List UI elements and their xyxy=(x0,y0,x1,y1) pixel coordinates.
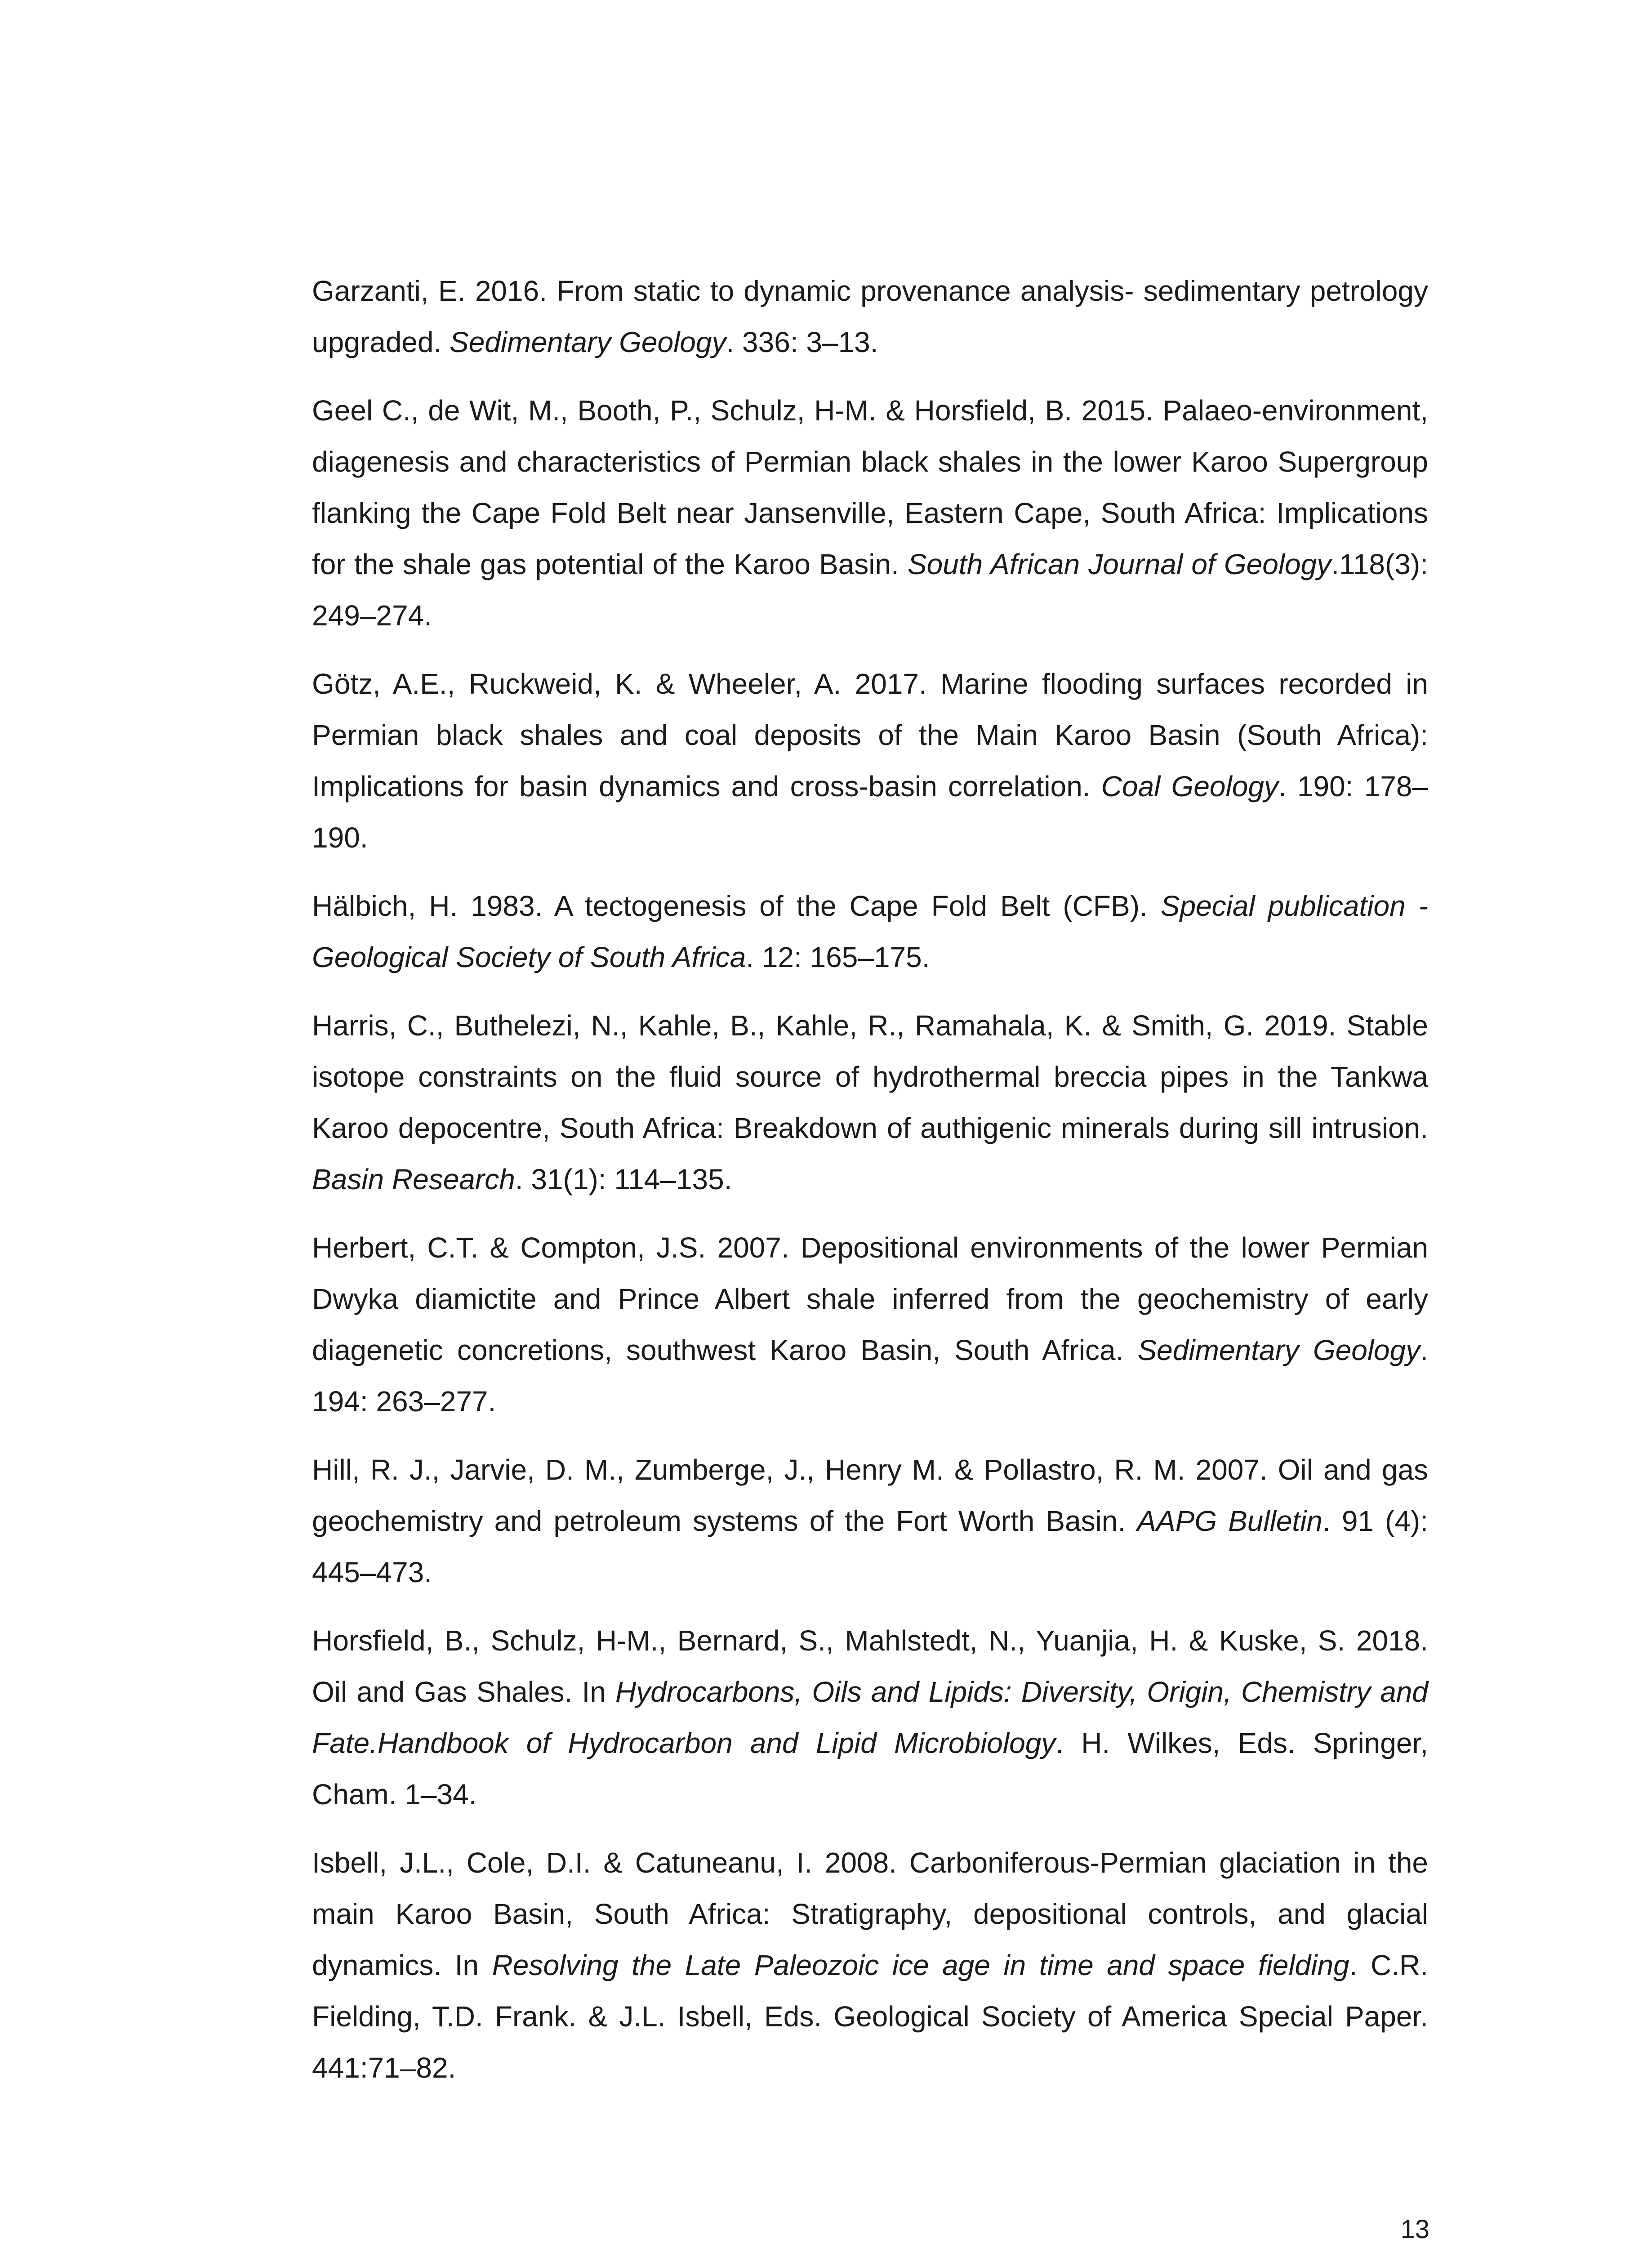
reference-entry: Hälbich, H. 1983. A tectogenesis of the Cape Fold Belt (CFB). Special publication - Geological Society of South Africa. 12: 165–175. xyxy=(312,890,1429,973)
reference-entry: Horsfield, B., Schulz, H-M., Bernard, S., Mahlstedt, N., Yuanjia, H. & Kuske, S. 2018. Oil and Gas Shales. In Hydrocarbons, Oils and Lipids: Diversity, Origin, Chemistry and Fate.Handbook of Hydrocarbon and Lipid Microbiology. H. Wilkes, Eds. Springer, Cham. 1–34. xyxy=(312,1624,1429,1811)
reference-entry: Garzanti, E. 2016. From static to dynamic provenance analysis- sedimentary petrology upgraded. Sedimentary Geology. 336: 3–13. xyxy=(312,275,1428,358)
reference-entry: Isbell, J.L., Cole, D.I. & Catuneanu, I. 2008. Carboniferous-Permian glaciation in the main Karoo Basin, South Africa: Stratigraphy, depositional controls, and glacial dynamics. In Resolving the Late Paleozoic ice age in time and space fielding. C.R. Fielding, T.D. Frank. & J.L. Isbell, Eds. Geological Society of America Special Paper. 441:71–82. xyxy=(312,1847,1429,2084)
reference-entry: Herbert, C.T. & Compton, J.S. 2007. Depositional environments of the lower Permian Dwyka diamictite and Prince Albert shale inferred from the geochemistry of early diagenetic concretions, southwest Karoo Basin, South Africa. Sedimentary Geology. 194: 263–277. xyxy=(312,1231,1429,1418)
reference-entry: Harris, C., Buthelezi, N., Kahle, B., Kahle, R., Ramahala, K. & Smith, G. 2019. Stable isotope constraints on the fluid source of hydrothermal breccia pipes in the Tankwa Karoo depocentre, South Africa: Breakdown of authigenic minerals during sill intrusion. Basin Research. 31(1): 114–135. xyxy=(312,1009,1428,1195)
reference-entry: Geel C., de Wit, M., Booth, P., Schulz, H-M. & Horsfield, B. 2015. Palaeo-environment, diagenesis and characteristics of Permian black shales in the lower Karoo Supergroup flanking the Cape Fold Belt near Jansenville, Eastern Cape, South Africa: Implications for the shale gas potential of the Karoo Basin. South African Journal of Geology.118(3): 249–274. xyxy=(312,394,1429,632)
reference-entry: Hill, R. J., Jarvie, D. M., Zumberge, J., Henry M. & Pollastro, R. M. 2007. Oil and gas geochemistry and petroleum systems of the Fort Worth Basin. AAPG Bulletin. 91 (4): 445–473. xyxy=(312,1454,1429,1588)
reference-entry: Götz, A.E., Ruckweid, K. & Wheeler, A. 2017. Marine flooding surfaces recorded in Permian black shales and coal deposits of the Main Karoo Basin (South Africa): Implications for basin dynamics and cross-basin correlation. Coal Geology. 190: 178–190. xyxy=(312,668,1429,854)
reference-list xyxy=(312,265,1428,2110)
page-number: 13 xyxy=(1400,2215,1429,2244)
